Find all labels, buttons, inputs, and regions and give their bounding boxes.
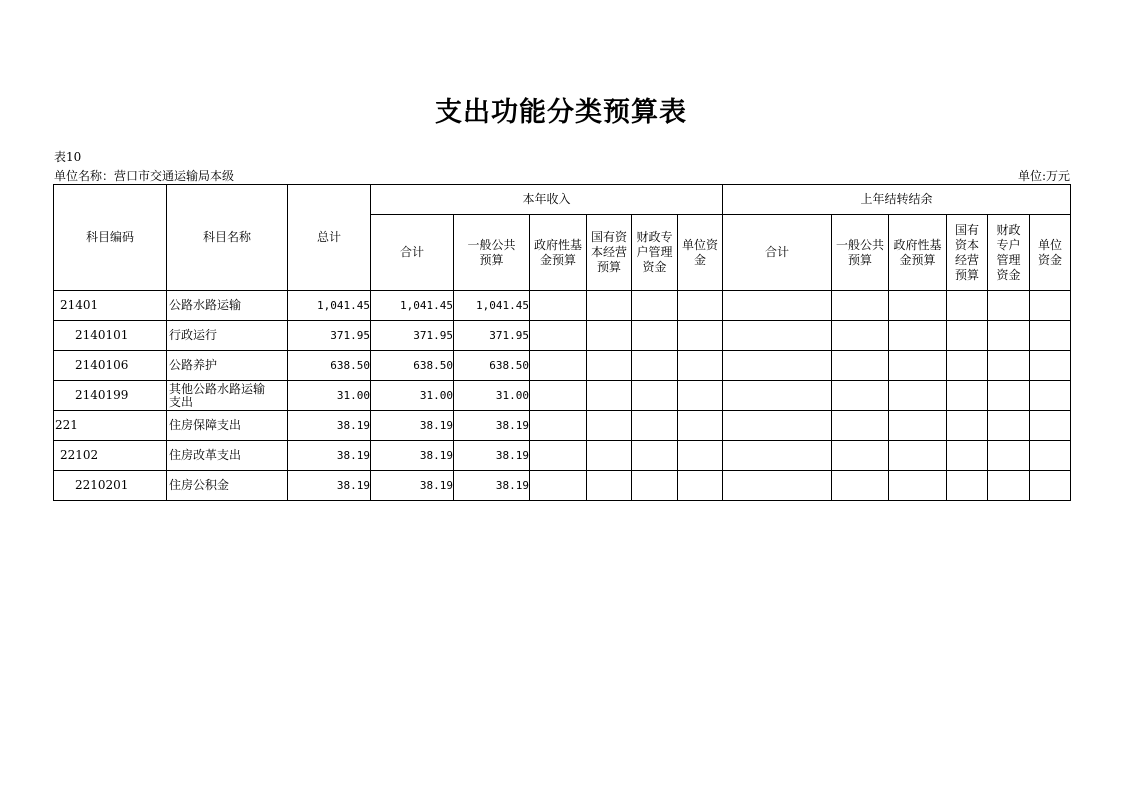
row-total: 1,041.45 bbox=[288, 291, 371, 321]
table-row bbox=[54, 411, 1071, 441]
header-cy-state-capital: 国有资 本经营 预算 bbox=[587, 215, 632, 291]
row-empty-cell bbox=[723, 291, 832, 321]
row-empty-cell bbox=[678, 411, 723, 441]
row-empty-cell bbox=[988, 351, 1030, 381]
page-title: 支出功能分类预算表 bbox=[435, 97, 687, 128]
row-empty-cell bbox=[889, 411, 947, 441]
row-empty-cell bbox=[832, 471, 889, 501]
row-empty-cell bbox=[587, 411, 632, 441]
row-empty-cell bbox=[723, 321, 832, 351]
row-empty-cell bbox=[632, 351, 678, 381]
row-empty-cell bbox=[1030, 411, 1071, 441]
row-empty-cell bbox=[587, 381, 632, 411]
currency-unit-label: 单位:万元 bbox=[1017, 169, 1070, 183]
row-cy-sum: 38.19 bbox=[371, 441, 454, 471]
row-cy-sum: 31.00 bbox=[371, 381, 454, 411]
row-empty-cell bbox=[832, 291, 889, 321]
row-empty-cell bbox=[947, 351, 988, 381]
header-name: 科目名称 bbox=[167, 185, 288, 291]
row-empty-cell bbox=[587, 441, 632, 471]
row-empty-cell bbox=[1030, 351, 1071, 381]
table-row bbox=[54, 321, 1071, 351]
row-code: 22102 bbox=[54, 441, 167, 471]
table-row bbox=[54, 471, 1071, 501]
row-empty-cell bbox=[678, 321, 723, 351]
row-empty-cell bbox=[678, 471, 723, 501]
row-code: 2140106 bbox=[54, 351, 167, 381]
row-empty-cell bbox=[832, 351, 889, 381]
row-empty-cell bbox=[632, 411, 678, 441]
row-total: 38.19 bbox=[288, 411, 371, 441]
row-cy-general: 38.19 bbox=[454, 441, 530, 471]
row-empty-cell bbox=[723, 441, 832, 471]
row-empty-cell bbox=[587, 321, 632, 351]
row-empty-cell bbox=[947, 441, 988, 471]
row-empty-cell bbox=[530, 471, 587, 501]
row-empty-cell bbox=[632, 441, 678, 471]
row-empty-cell bbox=[587, 291, 632, 321]
header-previous-year: 上年结转结余 bbox=[723, 185, 1071, 215]
row-name: 公路养护 bbox=[167, 351, 288, 381]
row-empty-cell bbox=[832, 441, 889, 471]
header-py-gov-fund: 政府性基 金预算 bbox=[889, 215, 947, 291]
row-empty-cell bbox=[530, 291, 587, 321]
row-empty-cell bbox=[889, 471, 947, 501]
row-empty-cell bbox=[723, 351, 832, 381]
row-empty-cell bbox=[889, 381, 947, 411]
row-empty-cell bbox=[947, 291, 988, 321]
row-empty-cell bbox=[530, 321, 587, 351]
row-name: 住房改革支出 bbox=[167, 441, 288, 471]
row-empty-cell bbox=[1030, 381, 1071, 411]
row-cy-sum: 38.19 bbox=[371, 471, 454, 501]
table-row bbox=[54, 351, 1071, 381]
row-empty-cell bbox=[889, 321, 947, 351]
header-total: 总计 bbox=[288, 185, 371, 291]
row-empty-cell bbox=[947, 471, 988, 501]
budget-table bbox=[53, 184, 1071, 501]
row-cy-general: 371.95 bbox=[454, 321, 530, 351]
row-empty-cell bbox=[632, 321, 678, 351]
row-empty-cell bbox=[1030, 291, 1071, 321]
row-empty-cell bbox=[988, 291, 1030, 321]
row-empty-cell bbox=[947, 321, 988, 351]
row-cy-sum: 1,041.45 bbox=[371, 291, 454, 321]
row-empty-cell bbox=[988, 411, 1030, 441]
row-code: 21401 bbox=[54, 291, 167, 321]
row-empty-cell bbox=[632, 471, 678, 501]
row-empty-cell bbox=[530, 411, 587, 441]
row-empty-cell bbox=[1030, 321, 1071, 351]
table-row bbox=[54, 291, 1071, 321]
row-name: 行政运行 bbox=[167, 321, 288, 351]
header-cy-general: 一般公共 预算 bbox=[454, 215, 530, 291]
row-name: 住房保障支出 bbox=[167, 411, 288, 441]
header-py-state-capital: 国有 资本 经营 预算 bbox=[947, 215, 988, 291]
row-cy-general: 31.00 bbox=[454, 381, 530, 411]
row-cy-sum: 38.19 bbox=[371, 411, 454, 441]
header-py-unit-fund: 单位 资金 bbox=[1030, 215, 1071, 291]
row-total: 371.95 bbox=[288, 321, 371, 351]
header-cy-gov-fund: 政府性基 金预算 bbox=[530, 215, 587, 291]
row-empty-cell bbox=[889, 441, 947, 471]
row-code: 2140199 bbox=[54, 381, 167, 411]
table-row bbox=[54, 381, 1071, 411]
row-empty-cell bbox=[678, 381, 723, 411]
row-name: 公路水路运输 bbox=[167, 291, 288, 321]
row-empty-cell bbox=[678, 291, 723, 321]
row-cy-general: 638.50 bbox=[454, 351, 530, 381]
row-empty-cell bbox=[632, 381, 678, 411]
row-empty-cell bbox=[832, 411, 889, 441]
table-number: 表10 bbox=[54, 150, 82, 164]
header-cy-fiscal-special: 财政专 户管理 资金 bbox=[632, 215, 678, 291]
row-empty-cell bbox=[1030, 471, 1071, 501]
row-empty-cell bbox=[889, 291, 947, 321]
header-py-general: 一般公共 预算 bbox=[832, 215, 889, 291]
row-empty-cell bbox=[678, 441, 723, 471]
row-empty-cell bbox=[832, 381, 889, 411]
row-empty-cell bbox=[723, 471, 832, 501]
row-empty-cell bbox=[587, 351, 632, 381]
row-name: 住房公积金 bbox=[167, 471, 288, 501]
unit-name-label: 单位名称：营口市交通运输局本级 bbox=[54, 169, 235, 183]
row-empty-cell bbox=[1030, 441, 1071, 471]
row-empty-cell bbox=[889, 351, 947, 381]
header-current-year: 本年收入 bbox=[371, 185, 723, 215]
row-cy-sum: 371.95 bbox=[371, 321, 454, 351]
row-total: 31.00 bbox=[288, 381, 371, 411]
row-empty-cell bbox=[678, 351, 723, 381]
row-total: 638.50 bbox=[288, 351, 371, 381]
header-code: 科目编码 bbox=[54, 185, 167, 291]
row-cy-general: 38.19 bbox=[454, 411, 530, 441]
header-cy-sum: 合计 bbox=[371, 215, 454, 291]
row-empty-cell bbox=[988, 381, 1030, 411]
row-empty-cell bbox=[530, 381, 587, 411]
row-cy-general: 38.19 bbox=[454, 471, 530, 501]
row-empty-cell bbox=[723, 411, 832, 441]
row-empty-cell bbox=[832, 321, 889, 351]
row-empty-cell bbox=[723, 381, 832, 411]
row-code: 221 bbox=[54, 411, 167, 441]
row-cy-general: 1,041.45 bbox=[454, 291, 530, 321]
row-empty-cell bbox=[530, 441, 587, 471]
row-total: 38.19 bbox=[288, 441, 371, 471]
row-empty-cell bbox=[632, 291, 678, 321]
row-total: 38.19 bbox=[288, 471, 371, 501]
row-empty-cell bbox=[988, 321, 1030, 351]
row-empty-cell bbox=[530, 351, 587, 381]
row-empty-cell bbox=[947, 381, 988, 411]
row-code: 2210201 bbox=[54, 471, 167, 501]
header-cy-unit-fund: 单位资 金 bbox=[678, 215, 723, 291]
table-row bbox=[54, 441, 1071, 471]
row-empty-cell bbox=[988, 441, 1030, 471]
row-empty-cell bbox=[947, 411, 988, 441]
row-empty-cell bbox=[587, 471, 632, 501]
row-empty-cell bbox=[988, 471, 1030, 501]
row-code: 2140101 bbox=[54, 321, 167, 351]
row-cy-sum: 638.50 bbox=[371, 351, 454, 381]
header-py-sum: 合计 bbox=[723, 215, 832, 291]
header-py-fiscal-special: 财政 专户 管理 资金 bbox=[988, 215, 1030, 291]
row-name: 其他公路水路运输 支出 bbox=[167, 381, 288, 411]
